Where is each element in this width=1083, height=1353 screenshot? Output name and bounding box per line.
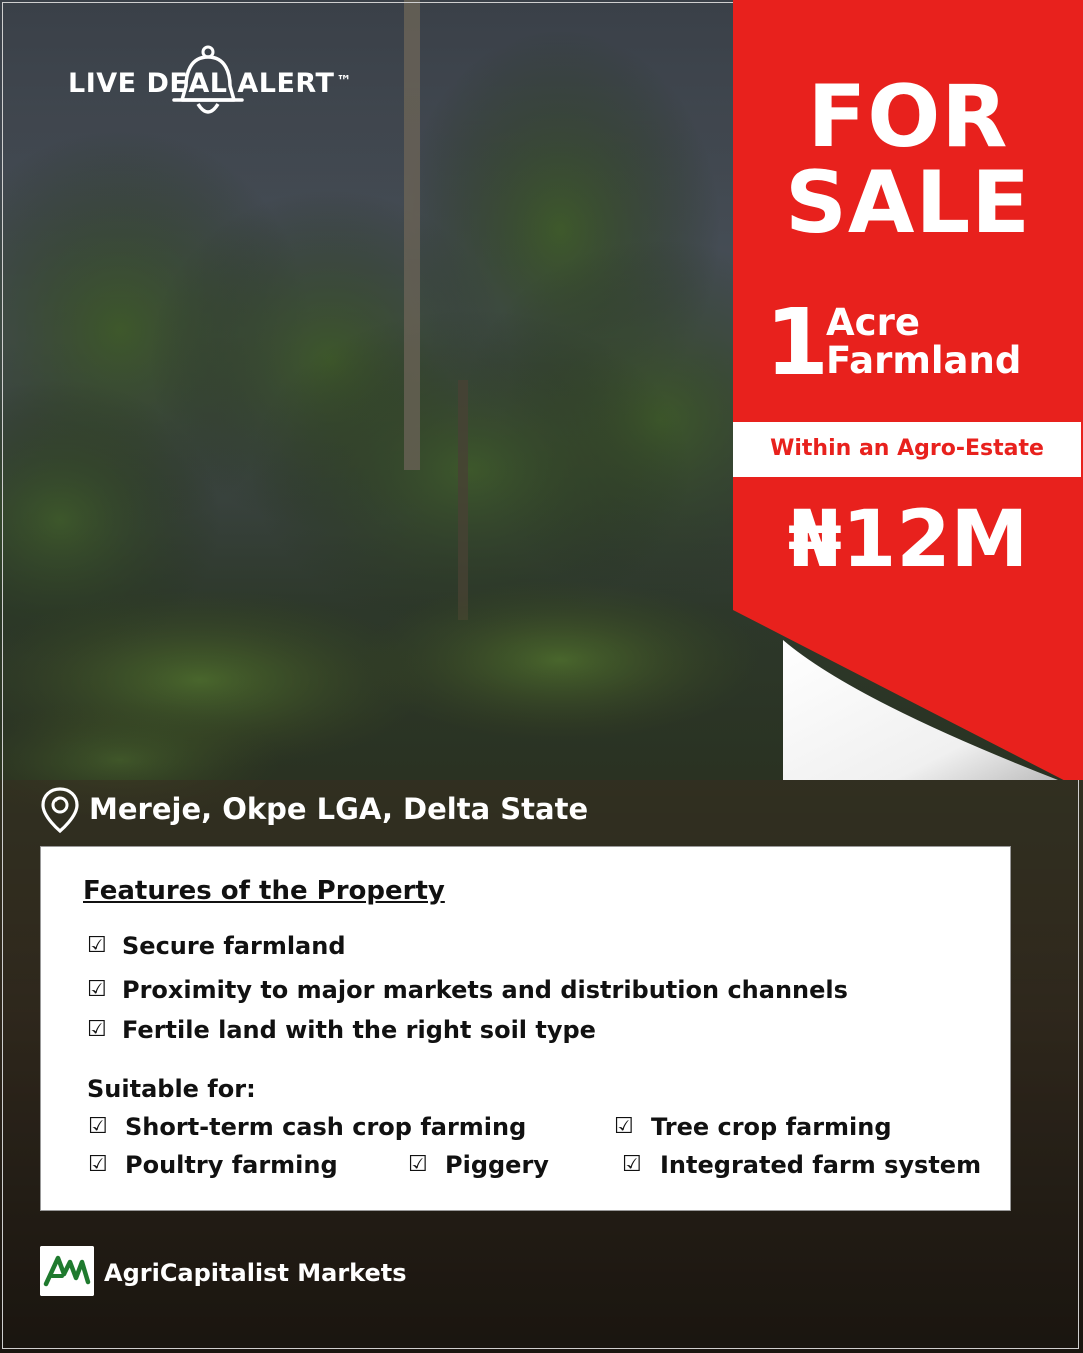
quantity-unit: Acre — [826, 301, 920, 344]
location-text: Mereje, Okpe LGA, Delta State — [89, 792, 589, 826]
checkbox-icon: ☑ — [88, 1152, 108, 1177]
checkbox-icon: ☑ — [87, 933, 107, 958]
sale-label: SALE — [784, 153, 1032, 253]
estate-note: Within an Agro-Estate — [770, 436, 1044, 461]
alert-label: LIVE DEAL ALERT — [68, 68, 335, 99]
suitable-text: Tree crop farming — [651, 1113, 892, 1141]
trademark-symbol: ™ — [336, 72, 352, 90]
checkbox-icon: ☑ — [614, 1114, 634, 1139]
checkbox-icon: ☑ — [87, 1017, 107, 1042]
suitable-text: Piggery — [445, 1151, 549, 1179]
suitable-text: Poultry farming — [125, 1151, 338, 1179]
brand-name: AgriCapitalist Markets — [104, 1259, 407, 1287]
checkbox-icon: ☑ — [88, 1114, 108, 1139]
bell-icon — [168, 44, 248, 124]
suitable-title: Suitable for: — [87, 1075, 256, 1103]
quantity-number: 1 — [765, 289, 830, 396]
suitable-text: Short-term cash crop farming — [125, 1113, 527, 1141]
price-label: ₦12M — [787, 495, 1029, 585]
for-label: FOR — [807, 67, 1009, 167]
checkbox-icon: ☑ — [87, 977, 107, 1002]
land-type: Farmland — [826, 339, 1022, 382]
map-pin-icon — [38, 786, 82, 834]
feature-text: Proximity to major markets and distribution channels — [122, 976, 848, 1004]
checkbox-icon: ☑ — [622, 1152, 642, 1177]
suitable-text: Integrated farm system — [660, 1151, 982, 1179]
checkbox-icon: ☑ — [408, 1152, 428, 1177]
features-title: Features of the Property — [83, 876, 445, 906]
feature-text: Fertile land with the right soil type — [122, 1016, 596, 1044]
feature-text: Secure farmland — [122, 932, 346, 960]
brand-logo — [40, 1246, 94, 1296]
